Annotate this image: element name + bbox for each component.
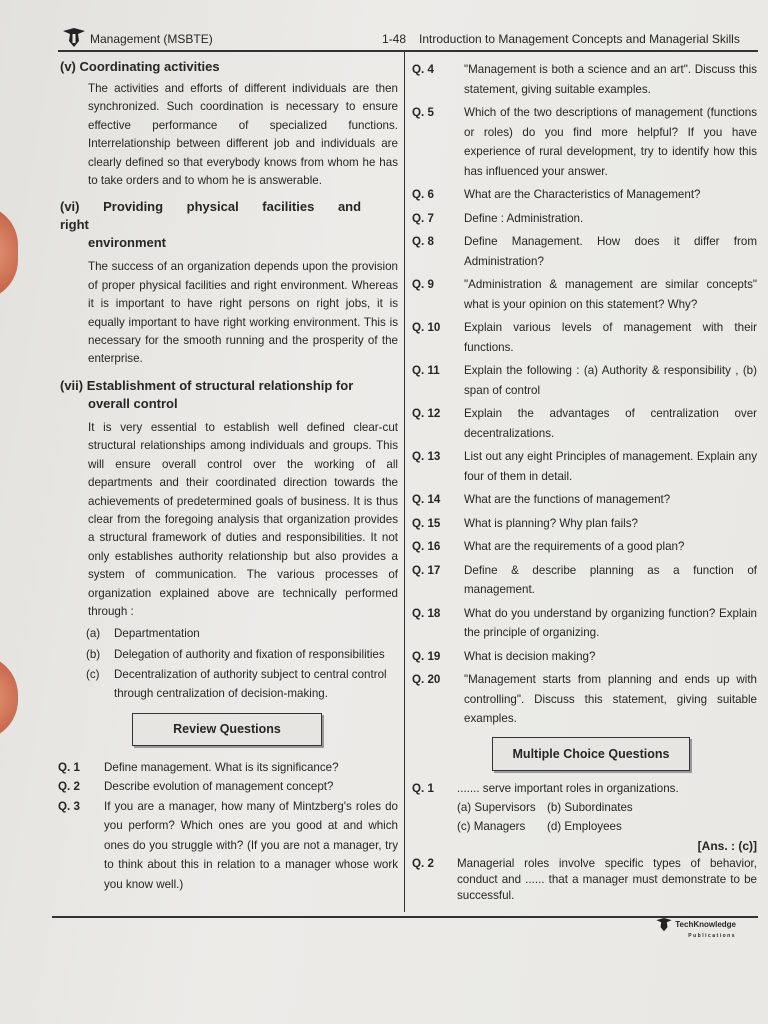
list-item: (b) Delegation of authority and fixation of responsibilities bbox=[86, 647, 385, 661]
question-row: Q. 9 "Administration & management are similar concepts" what is your opinion on this statement? Why? bbox=[412, 278, 757, 311]
header-rule bbox=[58, 50, 758, 52]
question-list bbox=[412, 60, 757, 729]
section-heading: (vi) Providing physical facilities and right bbox=[60, 199, 362, 233]
publisher-logo-icon bbox=[655, 918, 673, 932]
question-row: Q. 10 Explain various levels of management with their functions. bbox=[412, 321, 757, 354]
question-row: Q. 12 Explain the advantages of centralization over decentralizations. bbox=[412, 407, 757, 440]
finger-shadow-bottom bbox=[0, 655, 18, 740]
mcq-list bbox=[412, 779, 757, 905]
chapter-title: Introduction to Management Concepts and Managerial Skills bbox=[419, 32, 740, 46]
section-heading: (v) Coordinating activities bbox=[60, 59, 220, 74]
review-questions-box: Review Questions bbox=[132, 713, 322, 746]
question-row: Q. 17 Define & describe planning as a function of management. bbox=[412, 563, 757, 596]
process-list bbox=[60, 625, 398, 703]
question-row: Q. 11 Explain the following : (a) Authority & responsibility , (b) span of control bbox=[412, 364, 757, 397]
question-row: Q. 6 What are the Characteristics of Management? bbox=[412, 188, 701, 201]
question-row: Q. 14 What are the functions of management? bbox=[412, 493, 671, 506]
question-row: Q. 3 If you are a manager, how many of Mintzberg's roles do you perform? Which ones are you good at and which ones do you struggle with? (If you are not a manager, try to think about this in relation to a manager whose work you know well.) bbox=[58, 799, 398, 891]
question-row: Q. 5 Which of the two descriptions of management (functions or roles) do you find more helpful? If you have experience of rural development, try to identify how this has influenced your answer. bbox=[412, 106, 757, 178]
question-row: Q. 13 List out any eight Principles of management. Explain any four of them in detail. bbox=[412, 450, 757, 483]
right-column bbox=[412, 60, 757, 904]
list-item: (a) Departmentation bbox=[86, 627, 200, 641]
question-row: Q. 19 What is decision making? bbox=[412, 649, 596, 663]
question-row: Q. 1 Define management. What is its significance? bbox=[58, 760, 339, 774]
section-body: The success of an organization depends upon the provision of proper physical facilities and right environment. Whereas it is important to have right persons on right jobs, it is equally important to have right working environment. This is necessary for the smooth running and the prosperity of the enterprise. bbox=[88, 260, 398, 366]
left-column bbox=[60, 58, 398, 894]
mcq-question: Q. 1 ....... serve important roles in organizations. bbox=[412, 781, 679, 795]
question-row: Q. 18 What do you understand by organizing function? Explain the principle of organizing. bbox=[412, 606, 757, 639]
question-row: Q. 8 Define Management. How does it differ from Administration? bbox=[412, 235, 757, 268]
question-row: Q. 16 What are the requirements of a good plan? bbox=[412, 540, 685, 553]
mcq-options: (a) Supervisors (b) Subordinates bbox=[457, 801, 633, 814]
mcq-box: Multiple Choice Questions bbox=[492, 737, 690, 771]
list-item: (c) Decentralization of authority subject to central control through centralization of decision-making. bbox=[86, 668, 387, 700]
question-row: Q. 7 Define : Administration. bbox=[412, 211, 584, 225]
section-body: The activities and efforts of different individuals are then synchronized. Such coordination is necessary to ensure effective performance of specialized functions. Interrelationship between different job and individuals are clearly defined so that everybody knows from whom he has to take orders and to whom he is answerable. bbox=[88, 82, 398, 188]
mcq-answer: [Ans. : (c)] bbox=[697, 839, 757, 853]
question-row: Q. 20 "Management starts from planning and ends up with controlling". Discuss this statement, giving suitable examples. bbox=[412, 673, 757, 725]
publisher-sub: Publications bbox=[688, 933, 736, 939]
page-header bbox=[62, 28, 754, 50]
review-questions-list bbox=[58, 758, 398, 895]
mcq-options: (c) Managers (d) Employees bbox=[457, 820, 622, 833]
footer-rule bbox=[52, 916, 758, 918]
question-row: Q. 15 What is planning? Why plan fails? bbox=[412, 516, 638, 530]
question-row: Q. 2 Describe evolution of management concept? bbox=[58, 780, 334, 794]
section-heading-cont: overall control bbox=[88, 395, 178, 411]
section-heading: (vii) Establishment of structural relationship for bbox=[60, 377, 354, 393]
page-number: 1-48 bbox=[382, 32, 407, 46]
book-title: Management (MSBTE) bbox=[90, 32, 213, 46]
section-heading-cont: environment bbox=[88, 235, 167, 251]
finger-shadow-top bbox=[0, 205, 18, 300]
column-divider bbox=[404, 52, 405, 912]
question-row: Q. 4 "Management is both a science and an art". Discuss this statement, giving suitable examples. bbox=[412, 63, 757, 96]
mcq-question: Q. 2 Managerial roles involve specific types of behavior, conduct and ...... that a manager must demonstrate to be successful. bbox=[412, 857, 757, 902]
publisher-name: TechKnowledge bbox=[675, 919, 736, 929]
section-body: It is very essential to establish well defined clear-cut structural relationships among individuals and groups. This will ensure overall control over the working of all departments and their coordinated direction towards the achievements of predetermined goals of business. It is thus clear from the foregoing analysis that organization provides a structural framework of duties and responsibilities. It not only establishes authority relationship but also provides a system of communication. The various processes of organization explained above are technically performed through : bbox=[88, 420, 398, 618]
publisher-logo-icon bbox=[62, 28, 86, 48]
publisher-footer bbox=[655, 918, 736, 939]
